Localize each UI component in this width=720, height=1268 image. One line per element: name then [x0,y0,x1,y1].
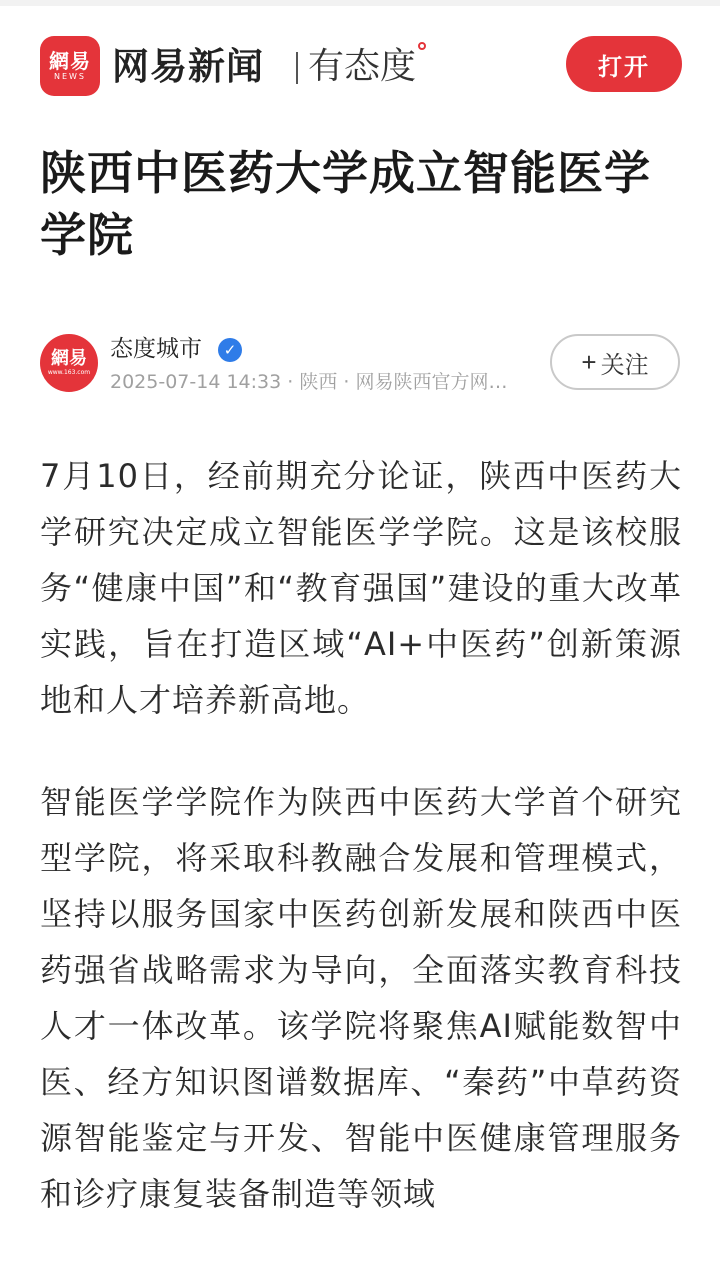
app-name: 网易新闻 [112,45,264,88]
author-avatar[interactable] [40,334,98,392]
follow-button[interactable] [550,334,680,390]
article-body [40,448,682,1268]
article-meta: 2025-07-14 14:33 · 陕西 · 网易陕西官方网… [110,371,508,393]
header-divider [296,52,298,84]
author-name[interactable]: 态度城市 [110,336,202,362]
article-paragraph: 7月10日，经前期充分论证，陕西中医药大学研究决定成立智能医学学院。这是该校服务“健康中国”和“教育强国”建设的重大改革实践，旨在打造区域“AI+中医药”创新策源地和人才培养新高地。 [40,457,682,719]
plus-icon: + [581,347,597,377]
avatar-glyph: 網易 [51,348,87,369]
open-app-button[interactable]: 打开 [566,36,682,92]
slogan-degree-icon [418,42,426,50]
avatar-subtext: www.163.com [47,369,91,376]
netease-news-logo[interactable] [40,36,100,96]
app-header [0,6,720,118]
logo-glyph: 網易 [49,49,91,73]
logo-subtext: NEWS [53,72,87,81]
article-title: 陕西中医药大学成立智能医学学院 [40,146,651,262]
verified-check-icon: ✓ [218,338,242,362]
follow-label: 关注 [600,351,649,379]
article-paragraph: 智能医学学院作为陕西中医药大学首个研究型学院，将采取科教融合发展和管理模式，坚持以服务国家中医药创新发展和陕西中医药强省战略需求为导向，全面落实教育科技人才一体改革。该学院将聚焦AI赋能数智中医、经方知识图谱数据库、“秦药”中草药资源智能鉴定与开发、智能中医健康管理服务和诊疗康复装备制造等领域 [40,783,682,1213]
app-slogan: 有态度 [308,46,417,87]
